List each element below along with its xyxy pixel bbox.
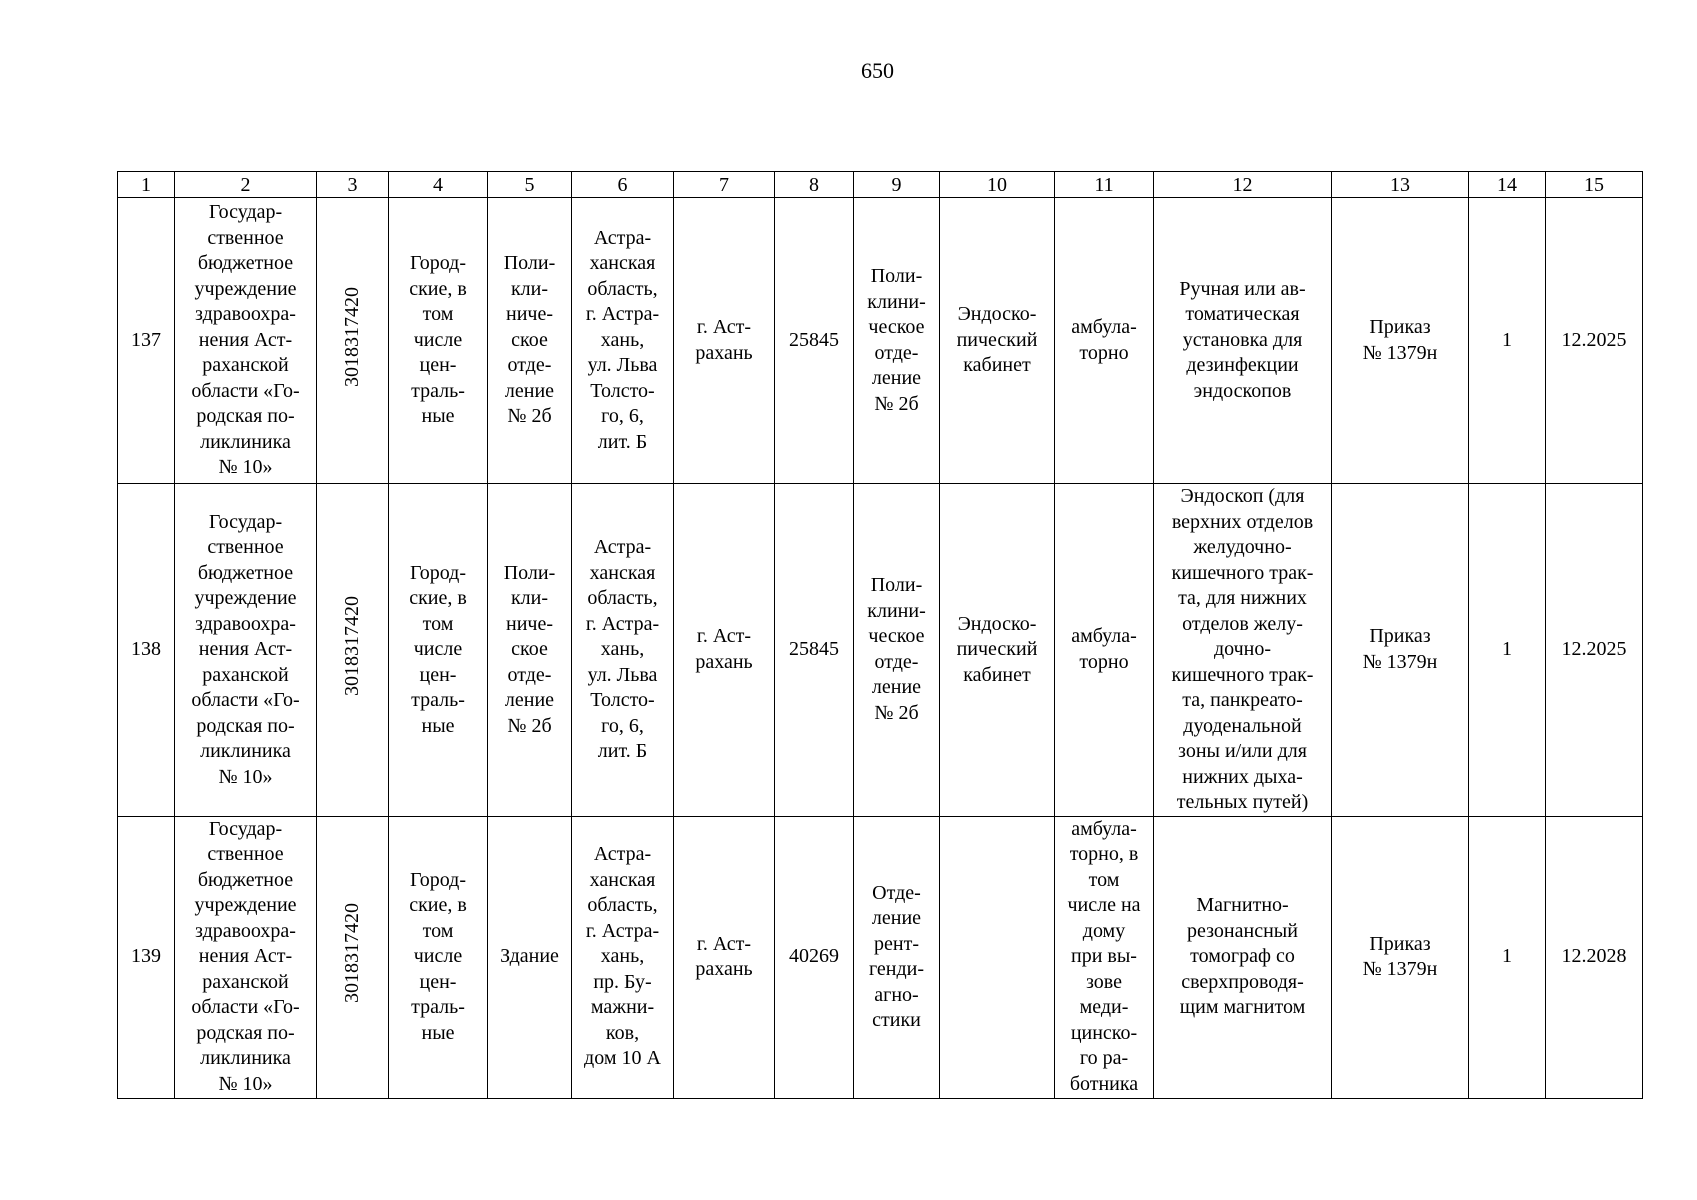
equipment-registry-table <box>117 171 1643 1099</box>
organization-type: Город- ские, в том числе цен- траль- ные <box>389 484 488 817</box>
code: 25845 <box>775 198 854 484</box>
row-number: 139 <box>118 816 175 1098</box>
organization-name: Государ- ственное бюджетное учреждение здравоохра- нения Аст- раханской области «Го- родская по- ликлиника № 10» <box>175 816 317 1098</box>
organization-type: Город- ские, в том числе цен- траль- ные <box>389 816 488 1098</box>
quantity: 1 <box>1469 816 1546 1098</box>
organization-name: Государ- ственное бюджетное учреждение здравоохра- нения Аст- раханской области «Го- родская по- ликлиника № 10» <box>175 484 317 817</box>
column-number: 9 <box>854 172 940 198</box>
structural-unit: Здание <box>488 816 572 1098</box>
column-number: 7 <box>674 172 775 198</box>
quantity: 1 <box>1469 484 1546 817</box>
row-number: 137 <box>118 198 175 484</box>
order-reference: Приказ № 1379н <box>1332 484 1469 817</box>
care-condition: амбула- торно <box>1055 484 1154 817</box>
order-reference: Приказ № 1379н <box>1332 198 1469 484</box>
inn: 3018317420 <box>340 286 363 387</box>
column-number: 14 <box>1469 172 1546 198</box>
column-number: 5 <box>488 172 572 198</box>
row-number: 138 <box>118 484 175 817</box>
organization-type: Город- ские, в том числе цен- траль- ные <box>389 198 488 484</box>
inn: 3018317420 <box>340 596 363 696</box>
organization-name: Государ- ственное бюджетное учреждение здравоохра- нения Аст- раханской области «Го- родская по- ликлиника № 10» <box>175 198 317 484</box>
column-number: 8 <box>775 172 854 198</box>
department: Отде- ление рент- генди- агно- стики <box>854 816 940 1098</box>
table-row <box>118 816 1643 1098</box>
cabinet <box>940 816 1055 1098</box>
code: 25845 <box>775 484 854 817</box>
department: Поли- клини- ческое отде- ление № 2б <box>854 198 940 484</box>
quantity: 1 <box>1469 198 1546 484</box>
equipment-name: Эндоскоп (для верхних отделов желудочно- кишечного трак- та, для нижних отделов желу- дочно- кишечного трак- та, панкреато- дуоденальной зоны и/или для нижних дыха- тельных путей) <box>1154 484 1332 817</box>
address: Астра- ханская область, г. Астра- хань, ул. Льва Толсто- го, 6, лит. Б <box>572 198 674 484</box>
due-date: 12.2025 <box>1546 484 1643 817</box>
table-row <box>118 198 1643 484</box>
column-number: 10 <box>940 172 1055 198</box>
inn: 3018317420 <box>340 903 363 1004</box>
structural-unit: Поли- кли- ниче- ское отде- ление № 2б <box>488 198 572 484</box>
column-number-row <box>118 172 1643 198</box>
cabinet: Эндоско- пический кабинет <box>940 198 1055 484</box>
equipment-name: Магнитно- резонансный томограф со сверхпроводя- щим магнитом <box>1154 816 1332 1098</box>
column-number: 12 <box>1154 172 1332 198</box>
column-number: 11 <box>1055 172 1154 198</box>
code: 40269 <box>775 816 854 1098</box>
column-number: 4 <box>389 172 488 198</box>
care-condition: амбула- торно <box>1055 198 1154 484</box>
column-number: 3 <box>317 172 389 198</box>
column-number: 6 <box>572 172 674 198</box>
page-number: 650 <box>861 58 894 83</box>
column-number: 13 <box>1332 172 1469 198</box>
order-reference: Приказ № 1379н <box>1332 816 1469 1098</box>
equipment-name: Ручная или ав- томатическая установка для дезинфекции эндоскопов <box>1154 198 1332 484</box>
table-row <box>118 484 1643 817</box>
department: Поли- клини- ческое отде- ление № 2б <box>854 484 940 817</box>
due-date: 12.2028 <box>1546 816 1643 1098</box>
structural-unit: Поли- кли- ниче- ское отде- ление № 2б <box>488 484 572 817</box>
city: г. Аст- рахань <box>674 484 775 817</box>
address: Астра- ханская область, г. Астра- хань, пр. Бу- мажни- ков, дом 10 А <box>572 816 674 1098</box>
due-date: 12.2025 <box>1546 198 1643 484</box>
city: г. Аст- рахань <box>674 198 775 484</box>
cabinet: Эндоско- пический кабинет <box>940 484 1055 817</box>
column-number: 1 <box>118 172 175 198</box>
column-number: 15 <box>1546 172 1643 198</box>
city: г. Аст- рахань <box>674 816 775 1098</box>
care-condition: амбула- торно, в том числе на дому при вы- зове меди- цинско- го ра- ботника <box>1055 816 1154 1098</box>
address: Астра- ханская область, г. Астра- хань, ул. Льва Толсто- го, 6, лит. Б <box>572 484 674 817</box>
column-number: 2 <box>175 172 317 198</box>
